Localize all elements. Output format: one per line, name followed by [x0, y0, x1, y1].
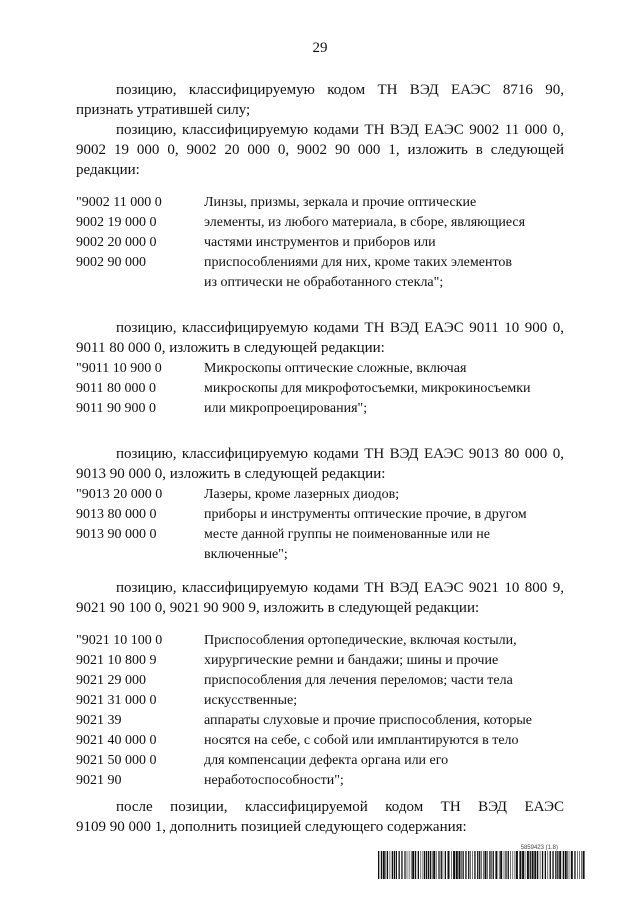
- tnved-code: 9021 50 000 0: [76, 753, 157, 768]
- tnved-code: "9002 11 000 0: [76, 195, 162, 210]
- tnved-code: 9011 80 000 0: [76, 381, 156, 396]
- tnved-code: 9021 29 000: [76, 673, 146, 688]
- description-9013: [204, 485, 564, 565]
- description-line: Линзы, призмы, зеркала и прочие оптические: [204, 195, 477, 210]
- paragraph-8716: [76, 80, 564, 120]
- paragraph-9013: [76, 444, 564, 484]
- description-9021: [204, 631, 564, 791]
- barcode-icon: [378, 851, 586, 879]
- tnved-code: 9002 90 000: [76, 255, 146, 270]
- description-line: искусственные;: [204, 693, 298, 708]
- description-9011: [204, 359, 564, 419]
- description-line: или микропроецирования";: [204, 401, 368, 416]
- description-line: Приспособления ортопедические, включая костыли,: [204, 633, 517, 648]
- paragraph-line: 9013 90 000 0, изложить в следующей редакции:: [76, 466, 386, 482]
- description-line: приборы и инструменты оптические прочие, в другом: [204, 507, 527, 522]
- tnved-code: "9021 10 100 0: [76, 633, 163, 648]
- paragraph-9011: [76, 318, 564, 358]
- tnved-code: 9021 90: [76, 773, 122, 788]
- description-line: включенные";: [204, 547, 288, 562]
- description-9002: [204, 193, 564, 293]
- tnved-code: 9002 20 000 0: [76, 235, 157, 250]
- description-line: из оптически не обработанного стекла";: [204, 275, 444, 290]
- description-line: для компенсации дефекта органа или его: [204, 753, 449, 768]
- description-line: частями инструментов и приборов или: [204, 235, 436, 250]
- paragraph-line: 9021 90 100 0, 9021 90 900 9, изложить в следующей редакции:: [76, 600, 480, 616]
- paragraph-9021: [76, 578, 564, 618]
- paragraph-9002: [76, 120, 564, 180]
- description-line: носятся на себе, с собой или имплантируются в тело: [204, 733, 519, 748]
- codes-column-9011: [76, 359, 206, 419]
- description-line: аппараты слуховые и прочие приспособления, которые: [204, 713, 532, 728]
- description-line: хирургические ремни и бандажи; шины и прочие: [204, 653, 499, 668]
- paragraph-line: позицию, классифицируемую кодом ТН ВЭД ЕАЭС 8716 90,: [116, 82, 564, 98]
- codes-column-9002: [76, 193, 206, 273]
- description-line: Лазеры, кроме лазерных диодов;: [204, 487, 400, 502]
- paragraph-line: позицию, классифицируемую кодами ТН ВЭД ЕАЭС 9021 10 800 9,: [116, 580, 564, 596]
- description-line: Микроскопы оптические сложные, включая: [204, 361, 467, 376]
- paragraph-line: редакции:: [76, 162, 140, 178]
- description-line: месте данной группы не поименованные или не: [204, 527, 490, 542]
- paragraph-line: позицию, классифицируемую кодами ТН ВЭД ЕАЭС 9013 80 000 0,: [116, 446, 564, 462]
- codes-column-9013: [76, 485, 206, 545]
- tnved-code: 9013 80 000 0: [76, 507, 157, 522]
- paragraph-line: позицию, классифицируемую кодами ТН ВЭД ЕАЭС 9002 11 000 0,: [116, 122, 564, 138]
- tnved-code: 9013 90 000 0: [76, 527, 157, 542]
- paragraph-line: позицию, классифицируемую кодами ТН ВЭД ЕАЭС 9011 10 900 0,: [116, 320, 564, 336]
- paragraph-line: 9109 90 000 1, дополнить позицией следующего содержания:: [76, 819, 467, 835]
- description-line: микроскопы для микрофотосъемки, микрокиносъемки: [204, 381, 531, 396]
- description-line: приспособлениями для них, кроме таких элементов: [204, 255, 513, 270]
- tnved-code: 9002 19 000 0: [76, 215, 157, 230]
- codes-column-9021: [76, 631, 206, 791]
- tnved-code: "9013 20 000 0: [76, 487, 163, 502]
- description-line: элементы, из любого материала, в сборе, являющиеся: [204, 215, 526, 230]
- description-line: неработоспособности";: [204, 773, 344, 788]
- document-id: 5859423 (1.8): [520, 845, 558, 851]
- paragraph-line: признать утратившей силу;: [76, 102, 251, 118]
- paragraph-9109: [76, 797, 564, 837]
- paragraph-line: 9002 19 000 0, 9002 20 000 0, 9002 90 000 1, изложить в следующей: [76, 142, 564, 158]
- tnved-code: 9011 90 900 0: [76, 401, 156, 416]
- paragraph-line: после позиции, классифицируемой кодом ТН ВЭД ЕАЭС: [116, 799, 564, 815]
- paragraph-line: 9011 80 000 0, изложить в следующей редакции:: [76, 340, 385, 356]
- tnved-code: "9011 10 900 0: [76, 361, 162, 376]
- page-number: 29: [312, 40, 328, 56]
- description-line: приспособления для лечения переломов; части тела: [204, 673, 513, 688]
- tnved-code: 9021 39: [76, 713, 122, 728]
- tnved-code: 9021 40 000 0: [76, 733, 157, 748]
- tnved-code: 9021 31 000 0: [76, 693, 157, 708]
- tnved-code: 9021 10 800 9: [76, 653, 157, 668]
